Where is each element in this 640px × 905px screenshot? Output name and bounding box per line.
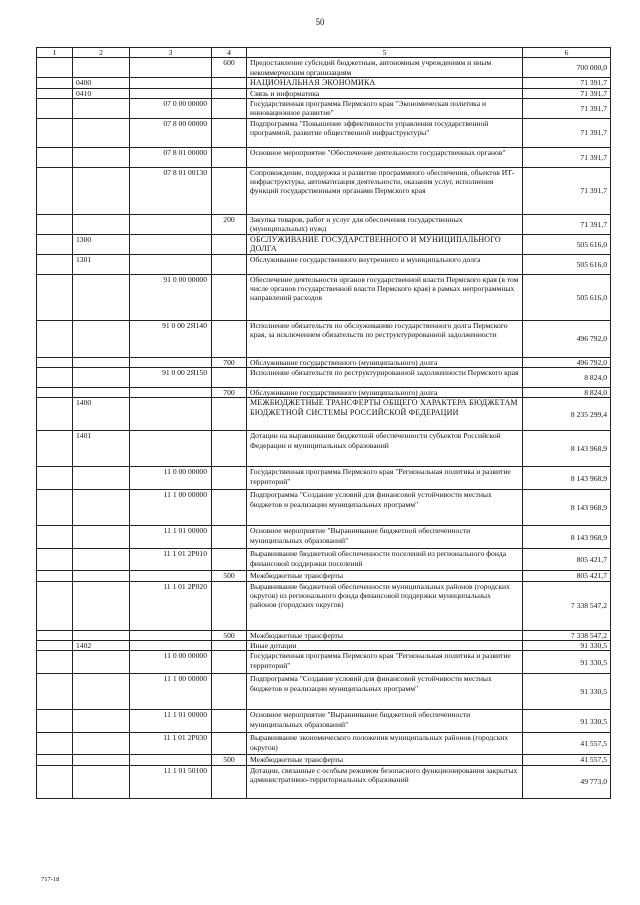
target-code: 11 0 00 00000 (130, 651, 212, 674)
target-code (130, 388, 212, 398)
table-row (37, 526, 611, 549)
section-code: 1401 (73, 431, 130, 467)
table-row (37, 274, 611, 320)
section-code (73, 98, 130, 118)
item-name: ОБСЛУЖИВАНИЕ ГОСУДАРСТВЕННОГО И МУНИЦИПАЛЬНОГО ДОЛГА (247, 234, 523, 254)
section-code (73, 357, 130, 367)
expense-type (212, 733, 247, 755)
amount: 8 143 968,9 (523, 431, 611, 467)
item-name: Связь и информатика (247, 88, 523, 98)
section-code (73, 710, 130, 733)
amount: 41 557,5 (523, 755, 611, 765)
section-code (73, 526, 130, 549)
item-name: Предоставление субсидий бюджетным, автономным учреждениям и иным некоммерческим организациям (247, 58, 523, 78)
section-code (73, 147, 130, 167)
target-code (130, 431, 212, 467)
expense-type: 200 (212, 214, 247, 234)
budget-table (36, 47, 611, 799)
footer-code: 717-18 (41, 876, 60, 883)
item-name: Выравнивание бюджетной обеспеченности поселений из регионального фонда финансовой поддержки поселений (247, 549, 523, 571)
item-name: Обслуживание государственного (муниципального) долга (247, 388, 523, 398)
section-code (73, 167, 130, 214)
table-row (37, 630, 611, 640)
amount: 71 391,7 (523, 118, 611, 147)
column-header: 3 (130, 48, 212, 58)
cell-col1 (37, 88, 73, 98)
expense-type (212, 368, 247, 388)
expense-type: 500 (212, 571, 247, 581)
expense-type (212, 641, 247, 651)
cell-col1 (37, 630, 73, 640)
amount: 91 330,5 (523, 674, 611, 710)
table-row (37, 549, 611, 571)
page-number: 50 (315, 17, 325, 27)
amount: 71 391,7 (523, 88, 611, 98)
expense-type (212, 274, 247, 320)
target-code: 11 0 00 00000 (130, 467, 212, 490)
expense-type (212, 467, 247, 490)
target-code (130, 571, 212, 581)
table-row (37, 571, 611, 581)
item-name: Дотации, связанные с особым режимом безопасного функционирования закрытых административно-территориальных образований (247, 765, 523, 798)
target-code: 11 1 01 2Р020 (130, 581, 212, 630)
table-row (37, 98, 611, 118)
table-row (37, 88, 611, 98)
cell-col1 (37, 98, 73, 118)
section-code (73, 388, 130, 398)
target-code: 91 0 00 00000 (130, 274, 212, 320)
cell-col1 (37, 118, 73, 147)
target-code (130, 78, 212, 88)
section-code (73, 214, 130, 234)
expense-type (212, 651, 247, 674)
target-code: 11 1 01 00000 (130, 710, 212, 733)
target-code (130, 88, 212, 98)
amount: 505 616,0 (523, 234, 611, 254)
amount: 91 330,5 (523, 710, 611, 733)
section-code: 0400 (73, 78, 130, 88)
cell-col1 (37, 710, 73, 733)
section-code (73, 467, 130, 490)
expense-type (212, 674, 247, 710)
section-code (73, 765, 130, 798)
cell-col1 (37, 254, 73, 274)
cell-col1 (37, 641, 73, 651)
target-code: 91 0 00 2Я140 (130, 320, 212, 357)
section-code (73, 571, 130, 581)
column-header: 6 (523, 48, 611, 58)
expense-type (212, 581, 247, 630)
target-code: 07 8 01 00130 (130, 167, 212, 214)
amount: 8 143 968,9 (523, 526, 611, 549)
expense-type (212, 167, 247, 214)
amount: 91 330,5 (523, 651, 611, 674)
expense-type: 600 (212, 58, 247, 78)
column-header: 2 (73, 48, 130, 58)
target-code (130, 58, 212, 78)
amount: 805 421,7 (523, 549, 611, 571)
table-row (37, 214, 611, 234)
amount: 8 235 299,4 (523, 398, 611, 431)
section-code (73, 58, 130, 78)
target-code: 91 0 00 2Я150 (130, 368, 212, 388)
table-row (37, 167, 611, 214)
item-name: НАЦИОНАЛЬНАЯ ЭКОНОМИКА (247, 78, 523, 88)
table-row (37, 147, 611, 167)
section-code: 1400 (73, 398, 130, 431)
section-code (73, 118, 130, 147)
cell-col1 (37, 490, 73, 526)
section-code (73, 581, 130, 630)
cell-col1 (37, 431, 73, 467)
amount: 91 330,5 (523, 641, 611, 651)
target-code (130, 755, 212, 765)
item-name: Обслуживание государственного внутреннего и муниципального долга (247, 254, 523, 274)
item-name: Подпрограмма "Создание условий для финансовой устойчивости местных бюджетов и реализации муниципальных программ" (247, 674, 523, 710)
expense-type (212, 710, 247, 733)
target-code: 11 1 01 50100 (130, 765, 212, 798)
cell-col1 (37, 214, 73, 234)
cell-col1 (37, 467, 73, 490)
table-row (37, 431, 611, 467)
item-name: Выравнивание бюджетной обеспеченности муниципальных районов (городских округов) из регионального фонда финансовой поддержки муниципальных районов (городских округов) (247, 581, 523, 630)
cell-col1 (37, 733, 73, 755)
section-code (73, 733, 130, 755)
amount: 8 824,0 (523, 388, 611, 398)
expense-type (212, 98, 247, 118)
item-name: Межбюджетные трансферты (247, 630, 523, 640)
amount: 496 792,0 (523, 357, 611, 367)
amount: 7 338 547,2 (523, 630, 611, 640)
expense-type: 500 (212, 755, 247, 765)
amount: 805 421,7 (523, 571, 611, 581)
cell-col1 (37, 674, 73, 710)
expense-type (212, 320, 247, 357)
table-row (37, 78, 611, 88)
expense-type (212, 78, 247, 88)
section-code: 1301 (73, 254, 130, 274)
section-code: 1402 (73, 641, 130, 651)
cell-col1 (37, 320, 73, 357)
cell-col1 (37, 549, 73, 571)
table-row (37, 710, 611, 733)
amount: 71 391,7 (523, 78, 611, 88)
item-name: Подпрограмма "Создание условий для финансовой устойчивости местных бюджетов и реализации муниципальных программ" (247, 490, 523, 526)
table-row (37, 765, 611, 798)
column-header: 1 (37, 48, 73, 58)
amount: 700 000,0 (523, 58, 611, 78)
amount: 71 391,7 (523, 147, 611, 167)
expense-type (212, 490, 247, 526)
target-code (130, 641, 212, 651)
item-name: Подпрограмма "Повышение эффективности управления государственной программой, развитие общественной инфраструктуры" (247, 118, 523, 147)
amount: 496 792,0 (523, 320, 611, 357)
expense-type (212, 431, 247, 467)
table-row (37, 58, 611, 78)
item-name: Исполнение обязательств по реструктурированной задолженности Пермского края (247, 368, 523, 388)
item-name: Основное мероприятие "Выравнивание бюджетной обеспеченности муниципальных образований" (247, 710, 523, 733)
section-code (73, 549, 130, 571)
cell-col1 (37, 58, 73, 78)
section-code (73, 755, 130, 765)
item-name: Выравнивание экономического положения муниципальных районов (городских округов) (247, 733, 523, 755)
item-name: Основное мероприятие "Обеспечение деятельности государственных органов" (247, 147, 523, 167)
cell-col1 (37, 147, 73, 167)
expense-type (212, 234, 247, 254)
target-code: 11 1 01 2Р030 (130, 733, 212, 755)
target-code (130, 630, 212, 640)
section-code (73, 651, 130, 674)
item-name: Исполнение обязательств по обслуживанию государственного долга Пермского края, за исключением обязательств по реструктурированной задолженности (247, 320, 523, 357)
item-name: Государственная программа Пермского края "Региональная политика и развитие территорий" (247, 467, 523, 490)
table-row (37, 118, 611, 147)
expense-type (212, 765, 247, 798)
amount: 71 391,7 (523, 214, 611, 234)
table-row (37, 674, 611, 710)
target-code (130, 357, 212, 367)
expense-type (212, 88, 247, 98)
expense-type: 700 (212, 388, 247, 398)
cell-col1 (37, 78, 73, 88)
table-row (37, 581, 611, 630)
section-code: 0410 (73, 88, 130, 98)
table-row (37, 651, 611, 674)
cell-col1 (37, 234, 73, 254)
target-code: 07 8 01 00000 (130, 147, 212, 167)
item-name: Государственная программа Пермского края "Региональная политика и развитие территорий" (247, 651, 523, 674)
amount: 71 391,7 (523, 167, 611, 214)
section-code (73, 368, 130, 388)
item-name: Сопровождение, поддержка и развитие программного обеспечения, объектов ИТ-инфраструктуры, автоматизация деятельности, оказания услуг, исполнения функций государственными органами Пермского края (247, 167, 523, 214)
target-code: 07 8 00 00000 (130, 118, 212, 147)
cell-col1 (37, 755, 73, 765)
expense-type (212, 118, 247, 147)
target-code (130, 234, 212, 254)
target-code: 11 1 01 00000 (130, 526, 212, 549)
amount: 505 616,0 (523, 274, 611, 320)
section-code (73, 274, 130, 320)
expense-type: 700 (212, 357, 247, 367)
cell-col1 (37, 357, 73, 367)
amount: 41 557,5 (523, 733, 611, 755)
cell-col1 (37, 368, 73, 388)
amount: 71 391,7 (523, 98, 611, 118)
amount: 8 143 968,9 (523, 490, 611, 526)
table-row (37, 320, 611, 357)
amount: 49 773,0 (523, 765, 611, 798)
target-code: 07 0 00 00000 (130, 98, 212, 118)
target-code (130, 398, 212, 431)
item-name: Основное мероприятие "Выравнивание бюджетной обеспеченности муниципальных образований" (247, 526, 523, 549)
table-row (37, 398, 611, 431)
target-code: 11 1 00 00000 (130, 674, 212, 710)
item-name: Закупка товаров, работ и услуг для обеспечения государственных (муниципальных) нужд (247, 214, 523, 234)
target-code: 11 1 00 00000 (130, 490, 212, 526)
item-name: Дотации на выравнивание бюджетной обеспеченности субъектов Российской Федерации и муниципальных образований (247, 431, 523, 467)
cell-col1 (37, 765, 73, 798)
table-row (37, 368, 611, 388)
cell-col1 (37, 571, 73, 581)
column-header: 4 (212, 48, 247, 58)
expense-type (212, 526, 247, 549)
table-row (37, 388, 611, 398)
expense-type (212, 398, 247, 431)
amount: 7 338 547,2 (523, 581, 611, 630)
amount: 8 143 968,9 (523, 467, 611, 490)
target-code: 11 1 01 2Р010 (130, 549, 212, 571)
cell-col1 (37, 167, 73, 214)
table-row (37, 357, 611, 367)
cell-col1 (37, 388, 73, 398)
table-row (37, 755, 611, 765)
section-code: 1300 (73, 234, 130, 254)
amount: 8 824,0 (523, 368, 611, 388)
table-row (37, 254, 611, 274)
expense-type (212, 549, 247, 571)
cell-col1 (37, 274, 73, 320)
table-header-row (37, 48, 611, 58)
cell-col1 (37, 651, 73, 674)
item-name: Обеспечение деятельности органов государственной власти Пермского края (в том числе органов государственной власти Пермского края) в рамках непрограммных направлений расходов (247, 274, 523, 320)
section-code (73, 490, 130, 526)
column-header: 5 (247, 48, 523, 58)
item-name: Межбюджетные трансферты (247, 755, 523, 765)
table-row (37, 467, 611, 490)
expense-type (212, 147, 247, 167)
item-name: Межбюджетные трансферты (247, 571, 523, 581)
target-code (130, 214, 212, 234)
expense-type (212, 254, 247, 274)
target-code (130, 254, 212, 274)
cell-col1 (37, 398, 73, 431)
table-row (37, 641, 611, 651)
table-row (37, 234, 611, 254)
amount: 505 616,0 (523, 254, 611, 274)
cell-col1 (37, 581, 73, 630)
item-name: Обслуживание государственного (муниципального) долга (247, 357, 523, 367)
table-row (37, 490, 611, 526)
section-code (73, 674, 130, 710)
expense-type: 500 (212, 630, 247, 640)
section-code (73, 320, 130, 357)
section-code (73, 630, 130, 640)
item-name: Иные дотации (247, 641, 523, 651)
item-name: МЕЖБЮДЖЕТНЫЕ ТРАНСФЕРТЫ ОБЩЕГО ХАРАКТЕРА БЮДЖЕТАМ БЮДЖЕТНОЙ СИСТЕМЫ РОССИЙСКОЙ ФЕДЕРАЦИИ (247, 398, 523, 431)
table-row (37, 733, 611, 755)
item-name: Государственная программа Пермского края "Экономическая политика и инновационное развитие" (247, 98, 523, 118)
cell-col1 (37, 526, 73, 549)
